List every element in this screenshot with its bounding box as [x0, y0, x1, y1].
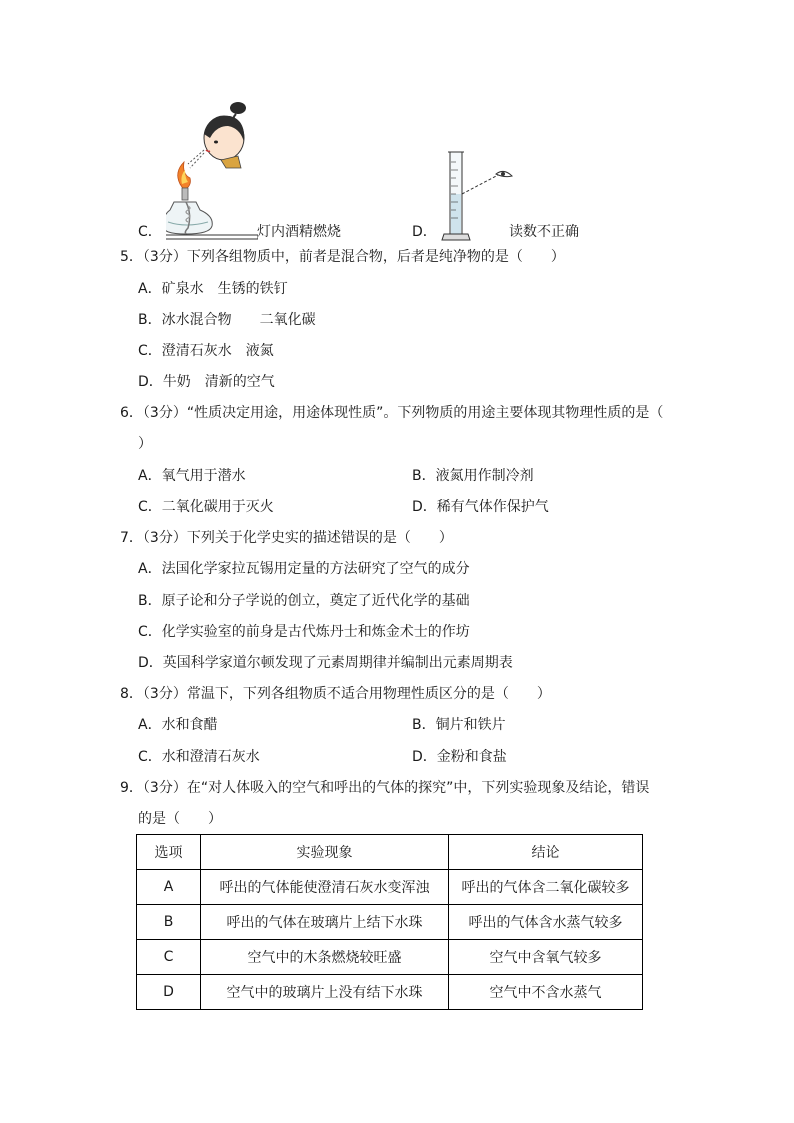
question-8-option-c: C．水和澄清石灰水: [138, 749, 260, 765]
header-conclusion: 结论: [449, 835, 643, 870]
question-9-stem: 9．（3分）在“对人体吸入的空气和呼出的气体的探究”中，下列实验现象及结论，错误: [120, 780, 650, 796]
question-7-option-d: D．英国科学家道尔顿发现了元素周期律并编制出元素周期表: [138, 655, 513, 671]
table-row: [137, 870, 643, 905]
question-6-stem: 6．（3分）“性质决定用途，用途体现性质”。下列物质的用途主要体现其物理性质的是（: [120, 405, 664, 421]
question-5-option-d: D．牛奶 清新的空气: [138, 374, 275, 390]
table-row: [137, 975, 643, 1010]
question-7-option-c: C．化学实验室的前身是古代炼丹士和炼金术士的作坊: [138, 624, 470, 640]
table-cell: 呼出的气体能使澄清石灰水变浑浊: [201, 870, 449, 905]
question-8-stem: 8．（3分）常温下，下列各组物质不适合用物理性质区分的是（ ）: [120, 686, 551, 702]
table-cell: C: [137, 940, 201, 975]
table-cell: 呼出的气体含二氧化碳较多: [449, 870, 643, 905]
table-cell: D: [137, 975, 201, 1010]
question-5-option-a: A．矿泉水 生锈的铁钉: [138, 281, 288, 297]
alcohol-lamp-illustration: [166, 98, 258, 240]
option-d-caption: 读数不正确: [509, 224, 579, 240]
question-7-option-a: A．法国化学家拉瓦锡用定量的方法研究了空气的成分: [138, 561, 470, 577]
table-header-row: [137, 835, 643, 870]
header-phenomenon: 实验现象: [201, 835, 449, 870]
question-6-option-d: D．稀有气体作保护气: [412, 499, 549, 515]
graduated-cylinder-illustration: [436, 150, 516, 242]
option-c-label: C．: [138, 224, 162, 240]
table-cell: 呼出的气体含水蒸气较多: [449, 905, 643, 940]
question-9-stem-cont: 的是（ ）: [138, 811, 222, 827]
table-cell: 空气中的木条燃烧较旺盛: [201, 940, 449, 975]
table-row: [137, 940, 643, 975]
experiment-table: [136, 834, 643, 1010]
option-c-caption: 灯内酒精燃烧: [257, 224, 341, 240]
table-cell: 空气中的玻璃片上没有结下水珠: [201, 975, 449, 1010]
question-5-option-c: C．澄清石灰水 液氮: [138, 343, 274, 359]
question-8-option-b: B．铜片和铁片: [412, 717, 506, 733]
question-8-option-d: D．金粉和食盐: [412, 749, 507, 765]
table-cell: 空气中不含水蒸气: [449, 975, 643, 1010]
table-row: [137, 905, 643, 940]
question-5-stem: 5．（3分）下列各组物质中，前者是混合物，后者是纯净物的是（ ）: [120, 249, 565, 265]
question-6-option-a: A．氧气用于潜水: [138, 468, 246, 484]
question-5-option-b: B．冰水混合物 二氧化碳: [138, 312, 316, 328]
question-6-option-b: B．液氮用作制冷剂: [412, 468, 534, 484]
question-7-stem: 7．（3分）下列关于化学史实的描述错误的是（ ）: [120, 530, 453, 546]
question-6-option-c: C．二氧化碳用于灭火: [138, 499, 274, 515]
header-option: 选项: [137, 835, 201, 870]
table-cell: 空气中含氧气较多: [449, 940, 643, 975]
question-7-option-b: B．原子论和分子学说的创立，奠定了近代化学的基础: [138, 593, 470, 609]
table-cell: B: [137, 905, 201, 940]
question-8-option-a: A．水和食醋: [138, 717, 218, 733]
table-cell: A: [137, 870, 201, 905]
table-cell: 呼出的气体在玻璃片上结下水珠: [201, 905, 449, 940]
question-6-stem-cont: ）: [138, 436, 152, 452]
option-d-label: D．: [412, 224, 437, 240]
